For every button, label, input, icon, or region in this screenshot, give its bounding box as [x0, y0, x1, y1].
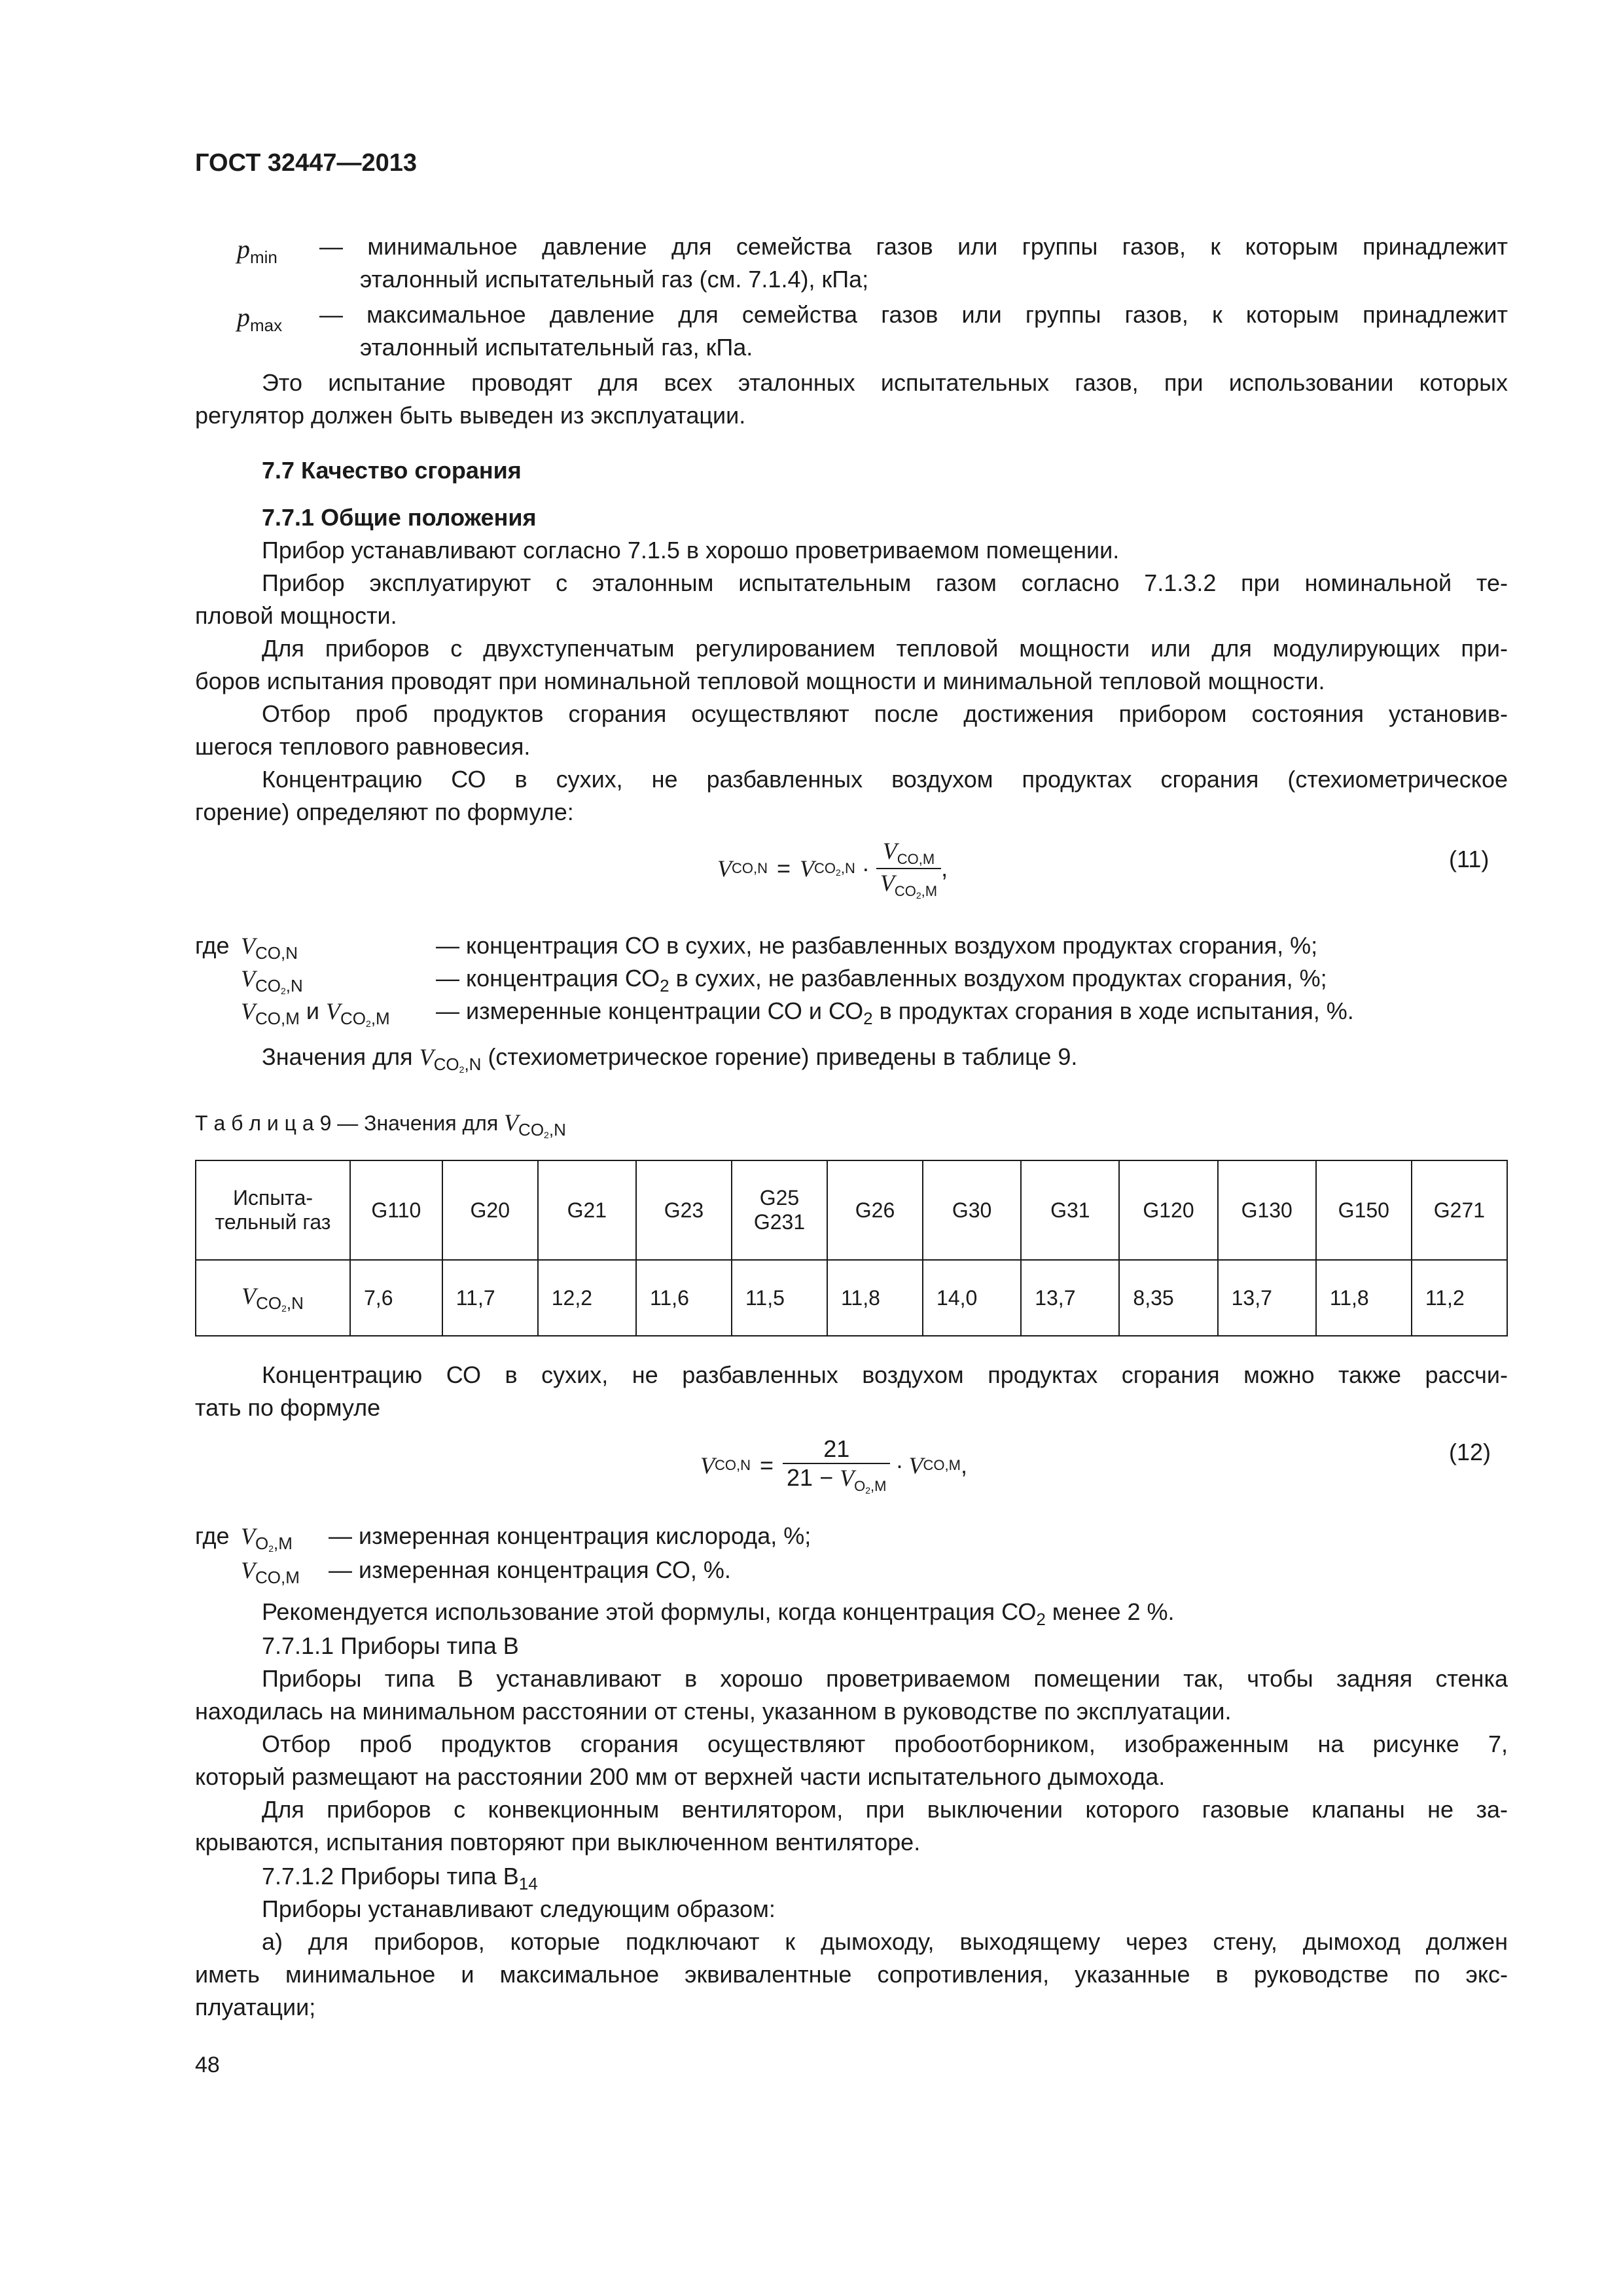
pmax-symbol: $p_{max}$ — [237, 302, 283, 335]
paragraph-9-line2: который размещают на расстоянии 200 мм от верхней части испытательного дымохода. — [195, 1763, 1166, 1790]
table-cell: 14,0 — [923, 1260, 1021, 1336]
table-cell: 11,7 — [442, 1260, 538, 1336]
section-heading-7-7: 7.7 Качество сгорания — [262, 457, 522, 484]
where2-symbol-2: $V_{CO,M}$ — [241, 1557, 300, 1587]
paragraph-9-line1: Отбор проб продуктов сгорания осуществляют пробоотборником, изображенным на рисунке 7, — [262, 1731, 1508, 1757]
page-number: 48 — [195, 2053, 220, 2077]
formula-12-number: (12) — [1449, 1439, 1491, 1465]
paragraph-10-line2: крываются, испытания повторяют при выключенном вентиляторе. — [195, 1829, 921, 1856]
where-label-1: где — [195, 932, 230, 959]
paragraph-8-line1: Приборы типа В устанавливают в хорошо проветриваемом помещении так, чтобы задняя стенка — [262, 1665, 1508, 1692]
pmax-definition-line1: — максимальное давление для семейства газов или группы газов, к которым принадлежит — [319, 301, 1508, 328]
table-header-cell: G30 — [923, 1160, 1021, 1260]
paragraph-6-line2: тать по формуле — [195, 1394, 381, 1421]
paragraph-3-line2: боров испытания проводят при номинальной тепловой мощности и минимальной тепловой мощности. — [195, 668, 1325, 694]
table-header-label: Испыта- тельный газ — [196, 1160, 350, 1260]
table-header-cell: G20 — [442, 1160, 538, 1260]
paragraph-2-line1: Прибор эксплуатируют с эталонным испытательным газом согласно 7.1.3.2 при номинальной те- — [262, 569, 1508, 596]
paragraph-5-line1: Концентрацию СО в сухих, не разбавленных воздухом продуктах сгорания (стехиометрическое — [262, 766, 1508, 793]
table-header-cell: G25 G231 — [732, 1160, 827, 1260]
table-cell: 8,35 — [1119, 1260, 1217, 1336]
where1-text-1: — концентрация СО в сухих, не разбавленных воздухом продуктах сгорания, %; — [436, 932, 1318, 959]
formula-11-number: (11) — [1449, 846, 1489, 872]
table-caption: Т а б л и ц а 9 — Значения для $V_{CO2,N}$ — [195, 1109, 566, 1140]
table-header-cell: G31 — [1021, 1160, 1119, 1260]
document-header: ГОСТ 32447—2013 — [195, 149, 418, 177]
test-paragraph-line2: регулятор должен быть выведен из эксплуатации. — [195, 402, 746, 429]
test-paragraph-line1: Это испытание проводят для всех эталонных испытательных газов, при использовании которых — [262, 369, 1508, 396]
gas-values-table — [195, 1160, 1508, 1336]
table-cell: 11,6 — [636, 1260, 732, 1336]
paragraph-6-line1: Концентрацию СО в сухих, не разбавленных воздухом продуктах сгорания можно также рассчи- — [262, 1361, 1508, 1388]
table-header-cell: G23 — [636, 1160, 732, 1260]
table-header-cell: G130 — [1218, 1160, 1316, 1260]
paragraph-4-line2: шегося теплового равновесия. — [195, 733, 531, 760]
table-header-cell: G150 — [1316, 1160, 1412, 1260]
where1-text-2: — концентрация $СО_2$ в сухих, не разбавленных воздухом продуктах сгорания, %; — [436, 965, 1327, 996]
pmin-definition-line1: — минимальное давление для семейства газов или группы газов, к которым принадлежит — [319, 233, 1508, 260]
table-cell: 11,2 — [1412, 1260, 1507, 1336]
paragraph-7: Рекомендуется использование этой формулы, когда концентрация $СО_2$ менее 2 %. — [262, 1598, 1175, 1629]
table-header-cell: G26 — [827, 1160, 923, 1260]
table-cell: 12,2 — [538, 1260, 636, 1336]
paragraph-12-line1: а) для приборов, которые подключают к дымоходу, выходящему через стену, дымоход должен — [262, 1928, 1508, 1955]
section-heading-7-7-1-1: 7.7.1.1 Приборы типа В — [262, 1632, 519, 1659]
section-heading-7-7-1-2: 7.7.1.2 Приборы типа $В_{14}$ — [262, 1863, 538, 1893]
pmax-definition-line2: эталонный испытательный газ, кПа. — [360, 334, 753, 361]
pmin-definition-line2: эталонный испытательный газ (см. 7.1.4), кПа; — [360, 266, 869, 293]
paragraph-11: Приборы устанавливают следующим образом: — [262, 1895, 776, 1922]
paragraph-10-line1: Для приборов с конвекционным вентилятором, при выключении которого газовые клапаны не за- — [262, 1796, 1508, 1823]
table-cell: 11,8 — [1316, 1260, 1412, 1336]
section-heading-7-7-1: 7.7.1 Общие положения — [262, 504, 537, 531]
table-cell: 13,7 — [1021, 1260, 1119, 1336]
paragraph-5-line2: горение) определяют по формуле: — [195, 798, 574, 825]
table-cell: 7,6 — [350, 1260, 442, 1336]
table-header-cell: G110 — [350, 1160, 442, 1260]
where2-text-2: — измеренная концентрация СО, %. — [329, 1556, 731, 1583]
table-cell: 11,8 — [827, 1260, 923, 1336]
table-row-label: $V_{CO2,N}$ — [196, 1260, 350, 1336]
where1-text-3: — измеренные концентрации СО и $СО_2$ в продуктах сгорания в ходе испытания, %. — [436, 997, 1354, 1028]
paragraph-12-line2: иметь минимальное и максимальное эквивалентные сопротивления, указанные в руководстве по экс- — [195, 1961, 1508, 1988]
paragraph-12-line3: плуатации; — [195, 1994, 316, 2020]
pmin-symbol: $p_{min}$ — [237, 234, 277, 267]
table-header-cell: G271 — [1412, 1160, 1507, 1260]
table-header-cell: G120 — [1119, 1160, 1217, 1260]
table-cell: 13,7 — [1218, 1260, 1316, 1336]
values-paragraph: Значения для $V_{CO2,N}$ (стехиометрическое горение) приведены в таблице 9. — [262, 1043, 1078, 1075]
formula-11: V CO,N = V CO2,N · $\frac{V_{CO,M}}{V_{CO2,M}}$ , — [717, 837, 948, 901]
where2-text-1: — измеренная концентрация кислорода, %; — [329, 1522, 812, 1549]
table-header-row — [196, 1160, 1507, 1260]
paragraph-1: Прибор устанавливают согласно 7.1.5 в хорошо проветриваемом помещении. — [262, 537, 1120, 564]
paragraph-4-line1: Отбор проб продуктов сгорания осуществляют после достижения прибором состояния установив- — [262, 700, 1508, 727]
table-row — [196, 1260, 1507, 1336]
where1-symbol-3: $V_{CO,M}$ и $V_{CO2,M}$ — [241, 997, 390, 1029]
where2-symbol-1: $V_{O2,M}$ — [241, 1523, 293, 1554]
formula-12: V CO,N = $\frac{21}{21 - V_{O2,M}}$ · V CO,M , — [700, 1435, 967, 1496]
where1-symbol-1: $V_{CO,N}$ — [241, 933, 298, 963]
table-header-cell: G21 — [538, 1160, 636, 1260]
where1-symbol-2: $V_{CO2,N}$ — [241, 965, 303, 996]
paragraph-3-line1: Для приборов с двухступенчатым регулированием тепловой мощности или для модулирующих при- — [262, 635, 1508, 662]
paragraph-8-line2: находилась на минимальном расстоянии от стены, указанном в руководстве по эксплуатации. — [195, 1698, 1232, 1725]
table-cell: 11,5 — [732, 1260, 827, 1336]
paragraph-2-line2: пловой мощности. — [195, 602, 397, 629]
where-label-2: где — [195, 1522, 230, 1549]
